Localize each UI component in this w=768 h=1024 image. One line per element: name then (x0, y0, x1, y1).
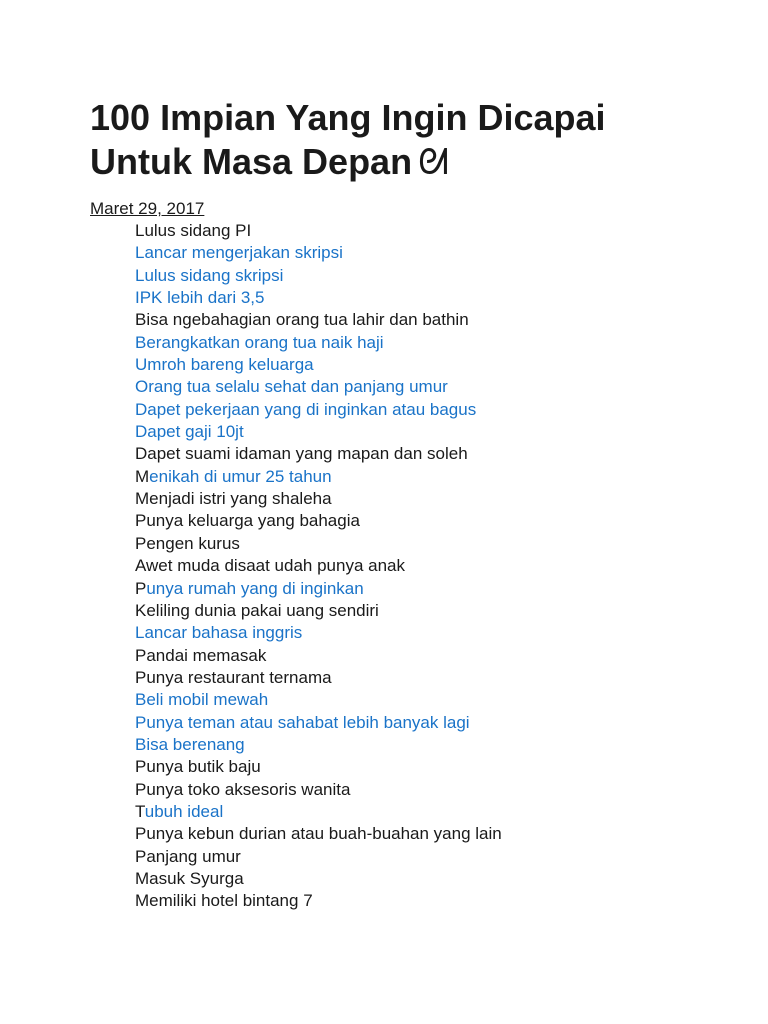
list-item-text: Panjang umur (135, 846, 241, 866)
title-line-2 (90, 140, 730, 184)
list-item-text: Punya butik baju (135, 757, 261, 777)
list-item-text: Masuk Syurga (135, 868, 244, 888)
title-line-2-text: Untuk Masa Depan (90, 141, 413, 182)
list-item-text[interactable] (135, 578, 364, 600)
list-item-text: Memiliki hotel bintang 7 (135, 891, 313, 911)
list-item-text: Bisa ngebahagian orang tua lahir dan bathin (135, 310, 469, 330)
list-item-initial: M (135, 466, 150, 486)
list-item-text: Punya kebun durian atau buah-buahan yang lain (135, 824, 502, 844)
list-item-text: Punya restaurant ternama (135, 667, 332, 687)
list-item-text[interactable] (135, 689, 268, 711)
list-item-text: Lulus sidang PI (135, 221, 252, 240)
list-item-text[interactable]: Dapet pekerjaan yang di inginkan atau bagus (135, 399, 477, 419)
list-item-text[interactable]: Dapet gaji 10jt (135, 422, 244, 442)
list-item-text: Punya toko aksesoris wanita (135, 779, 351, 799)
list-item-text[interactable]: Lulus sidang skripsi (135, 265, 284, 285)
list-item-text[interactable] (135, 287, 264, 309)
list-item-link[interactable]: unya rumah yang di inginkan (146, 578, 364, 598)
page-title (90, 96, 730, 184)
list-item-text[interactable]: Umroh bareng keluarga (135, 355, 314, 375)
list-item-text: Pandai memasak (135, 645, 267, 665)
list-item-link[interactable]: Beli mobil mewah (135, 690, 269, 710)
list-item-text: Awet muda disaat udah punya anak (135, 556, 405, 576)
list-item-text[interactable]: Orang tua selalu sehat dan panjang umur (135, 377, 448, 397)
list-item-text[interactable]: Punya teman atau sahabat lebih banyak lagi (135, 712, 470, 732)
list-item-text: Punya keluarga yang bahagia (135, 511, 360, 531)
ornament-icon: ᘛ (418, 141, 449, 182)
list-item-link[interactable]: enikah di umur 25 tahun (149, 466, 332, 486)
list-item-text: Dapet suami idaman yang mapan dan soleh (135, 444, 468, 464)
list-item-link[interactable]: ubuh ideal (144, 801, 224, 821)
title-line-1: 100 Impian Yang Ingin Dicapai (90, 97, 606, 138)
list-item-initial: P (135, 578, 147, 598)
list-item-text[interactable]: Lancar mengerjakan skripsi (135, 243, 343, 263)
list-item-text[interactable]: Lancar bahasa inggris (135, 623, 303, 643)
list-item-text[interactable] (135, 466, 332, 488)
post-date[interactable]: Maret 29, 2017 (90, 199, 205, 218)
list-item-text: Menjadi istri yang shaleha (135, 489, 332, 509)
list-item-link[interactable]: Berangkatkan orang tua naik haji (135, 332, 384, 352)
list-item-text[interactable]: Bisa berenang (135, 734, 245, 754)
list-item-initial: T (135, 801, 145, 821)
list-item-text: Keliling dunia pakai uang sendiri (135, 600, 379, 620)
list-item-text[interactable] (135, 332, 384, 354)
list-item-text: Pengen kurus (135, 533, 240, 553)
list-item-text[interactable] (135, 801, 223, 823)
list-item-link[interactable]: IPK lebih dari 3,5 (135, 288, 265, 308)
